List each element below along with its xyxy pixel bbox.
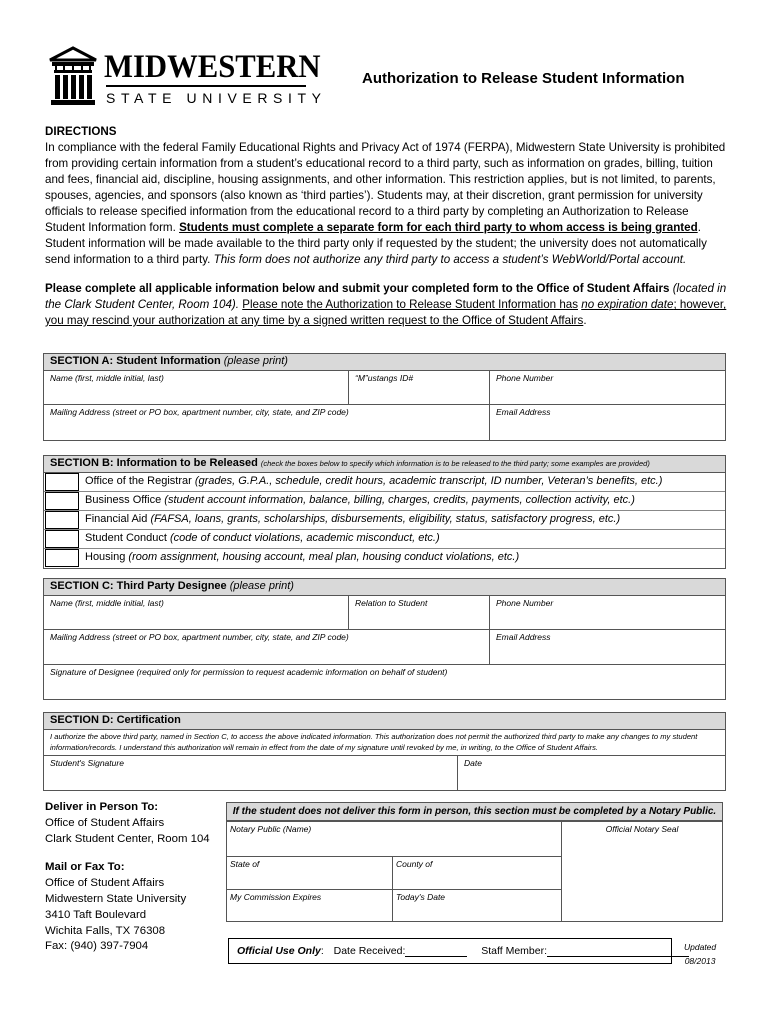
notary-date-label: Today's Date	[396, 892, 446, 902]
section-c-row2	[44, 630, 725, 665]
designee-address-field[interactable]	[44, 630, 490, 664]
mail-line1: Office of Student Affairs	[45, 877, 165, 890]
commission-label: My Commission Expires	[230, 892, 322, 902]
directions-text-cont: . Student information will be made available to the third party only if requested by the student; the university does not automatically send information to a third party.	[45, 221, 707, 266]
county-label: County of	[396, 859, 433, 869]
mustangs-id-field[interactable]	[349, 371, 490, 404]
notary-name-label: Notary Public (Name)	[230, 824, 312, 834]
housing-label: Housing	[85, 551, 126, 563]
certification-date-field[interactable]	[458, 756, 725, 790]
relation-field[interactable]	[349, 596, 490, 629]
date-received-blank[interactable]	[405, 946, 467, 957]
section-d	[43, 712, 726, 791]
section-b-note: (check the boxes below to specify which information is to be released to the third party; some examples are provided)	[260, 459, 650, 468]
portal-notice: This form does not authorize any third party to access a student’s WebWorld/Portal account.	[213, 253, 687, 266]
section-a	[43, 353, 726, 441]
logo-divider	[106, 85, 306, 87]
mail-heading: Mail or Fax To:	[45, 861, 125, 874]
financial-aid-label: Financial Aid	[85, 513, 148, 525]
submit-instruction: Please complete all applicable information below and submit your completed form to the Office of Student Affairs	[45, 282, 670, 295]
in-person-line2: Clark Student Center, Room 104	[45, 832, 210, 845]
registrar-examples: (grades, G.P.A., schedule, credit hours, academic transcript, ID number, Veteran’s benefits, etc.)	[194, 475, 663, 487]
submission-instructions	[45, 281, 730, 329]
business-office-label: Business Office	[85, 494, 162, 506]
state-label: State of	[230, 859, 260, 869]
certification-text: I authorize the above third party, named in Section C, to access the above indicated information. This authorization does not permit the authorized third party to make any changes to my student information/records. I understand this authorization will remain in effect from the date of my signature until revoked by me, in writing, to the Office of Student Affairs.	[44, 730, 725, 756]
housing-examples: (room assignment, housing account, meal plan, housing conduct violations, etc.)	[128, 551, 520, 563]
designee-address-label: Mailing Address (street or PO box, apartment number, city, state, and ZIP code)	[50, 632, 349, 642]
release-option-financial-aid	[44, 511, 725, 530]
designee-signature-field[interactable]	[44, 665, 725, 699]
release-option-housing	[44, 549, 725, 568]
notary-seal-area	[561, 821, 723, 922]
state-field[interactable]	[226, 856, 393, 890]
section-d-header	[44, 713, 725, 730]
section-a-header	[44, 354, 725, 371]
designee-phone-field[interactable]	[490, 596, 725, 629]
rescind-note: ; however, you may rescind your authorization at any time by a signed written request to the Office of Student Affairs	[45, 298, 727, 327]
notary-date-field[interactable]	[392, 889, 562, 922]
in-person-line1: Office of Student Affairs	[45, 816, 165, 829]
section-a-row1	[44, 371, 725, 405]
office-use-colon: :	[320, 945, 324, 957]
section-c-note: (please print)	[229, 580, 294, 592]
mail-line4: Wichita Falls, TX 76308	[45, 924, 166, 937]
student-email-label: Email Address	[496, 407, 551, 417]
section-b	[43, 455, 726, 569]
section-a-title: SECTION A: Student Information	[50, 355, 221, 367]
section-d-row	[44, 756, 725, 790]
student-conduct-checkbox[interactable]	[45, 530, 79, 548]
notary-seal-label: Official Notary Seal	[605, 824, 679, 834]
business-office-checkbox[interactable]	[45, 492, 79, 510]
designee-phone-label: Phone Number	[496, 598, 554, 608]
student-signature-label: Student's Signature	[50, 758, 124, 768]
directions-heading: DIRECTIONS	[45, 125, 117, 138]
updated-note	[684, 940, 716, 968]
student-conduct-label: Student Conduct	[85, 532, 167, 544]
building-icon	[48, 46, 98, 106]
separate-form-notice: Students must complete a separate form for each third party to whom access is being granted	[179, 221, 698, 234]
section-c-row1	[44, 596, 725, 630]
student-address-label: Mailing Address (street or PO box, apartment number, city, state, and ZIP code)	[50, 407, 349, 417]
staff-member-blank[interactable]	[547, 946, 689, 957]
student-name-field[interactable]	[44, 371, 349, 404]
commission-field[interactable]	[226, 889, 393, 922]
section-a-row2	[44, 405, 725, 440]
expiration-note: Please note the Authorization to Release Student Information has	[242, 298, 579, 311]
notary-heading: If the student does not deliver this form in person, this section must be completed by a Notary Public.	[226, 802, 723, 821]
section-d-title: SECTION D: Certification	[50, 714, 181, 726]
designee-email-label: Email Address	[496, 632, 551, 642]
directions-text: In compliance with the federal Family Educational Rights and Privacy Act of 1974 (FERPA), Midwestern State University is prohibited from providing certain information from a student’s educational record to a third party, such as information on grades, billing, tuition and fees, financial aid, discipline, housing assignments, and other information. This restriction applies, but is not limited, to parents, spouses, agencies, and sponsors (also known as ‘third parties’). Students may, at their discretion, grant permission for university officials to release specified information from the educational record to a third party by completing an Authorization to Release Student Information form.	[45, 141, 726, 234]
designee-email-field[interactable]	[490, 630, 725, 664]
date-received-label: Date Received:	[333, 945, 406, 957]
office-use-label: Official Use Only	[237, 945, 321, 957]
student-phone-label: Phone Number	[496, 373, 554, 383]
relation-label: Relation to Student	[355, 598, 428, 608]
no-expiration: no expiration date	[581, 298, 674, 311]
university-logo	[48, 46, 327, 108]
release-option-registrar	[44, 473, 725, 492]
updated-date: 08/2013	[684, 956, 716, 966]
office-use-box	[228, 938, 672, 964]
student-name-label: Name (first, middle initial, last)	[50, 373, 164, 383]
release-options	[44, 473, 725, 568]
mail-line2: Midwestern State University	[45, 892, 187, 905]
certification-date-label: Date	[464, 758, 482, 768]
designee-name-field[interactable]	[44, 596, 349, 629]
student-email-field[interactable]	[490, 405, 725, 440]
instructions-end: .	[583, 314, 587, 327]
staff-member-label: Staff Member:	[481, 945, 547, 957]
in-person-heading: Deliver in Person To:	[45, 801, 159, 813]
section-a-note: (please print)	[223, 355, 288, 367]
financial-aid-examples: (FAFSA, loans, grants, scholarships, disbursements, eligibility, status, satisfactory progress, etc.)	[150, 513, 621, 525]
section-b-header	[44, 456, 725, 473]
notary-section	[226, 802, 723, 922]
logo-name: MIDWESTERN	[104, 49, 321, 85]
student-signature-field[interactable]	[44, 756, 458, 790]
directions-body	[45, 140, 730, 268]
financial-aid-checkbox[interactable]	[45, 511, 79, 529]
student-conduct-examples: (code of conduct violations, academic misconduct, etc.)	[170, 532, 440, 544]
delivery-info	[45, 800, 230, 955]
mustangs-id-label: “M”ustangs ID#	[355, 373, 414, 383]
designee-name-label: Name (first, middle initial, last)	[50, 598, 164, 608]
housing-checkbox[interactable]	[45, 549, 79, 567]
county-field[interactable]	[392, 856, 562, 890]
section-c	[43, 578, 726, 700]
directions	[45, 124, 730, 268]
business-office-examples: (student account information, balance, billing, charges, credits, payments, collection activity, etc.)	[164, 494, 635, 506]
form-title: Authorization to Release Student Information	[362, 70, 685, 87]
section-c-title: SECTION C: Third Party Designee	[50, 580, 227, 592]
designee-signature-label: Signature of Designee (required only for permission to request academic information on behalf of student)	[50, 667, 448, 677]
logo-subtitle: STATE UNIVERSITY	[106, 90, 327, 106]
location-note: (located in the Clark Student Center, Room 104).	[45, 282, 727, 311]
student-address-field[interactable]	[44, 405, 490, 440]
release-option-conduct	[44, 530, 725, 549]
updated-label: Updated	[684, 942, 717, 952]
section-b-title: SECTION B: Information to be Released	[50, 457, 258, 469]
registrar-checkbox[interactable]	[45, 473, 79, 491]
fax-number: Fax: (940) 397-7904	[45, 940, 149, 953]
section-c-header	[44, 579, 725, 596]
release-option-business	[44, 492, 725, 511]
section-c-row3	[44, 665, 725, 699]
student-phone-field[interactable]	[490, 371, 725, 404]
notary-name-field[interactable]	[226, 821, 562, 857]
mail-line3: 3410 Taft Boulevard	[45, 908, 147, 921]
registrar-label: Office of the Registrar	[85, 475, 192, 487]
